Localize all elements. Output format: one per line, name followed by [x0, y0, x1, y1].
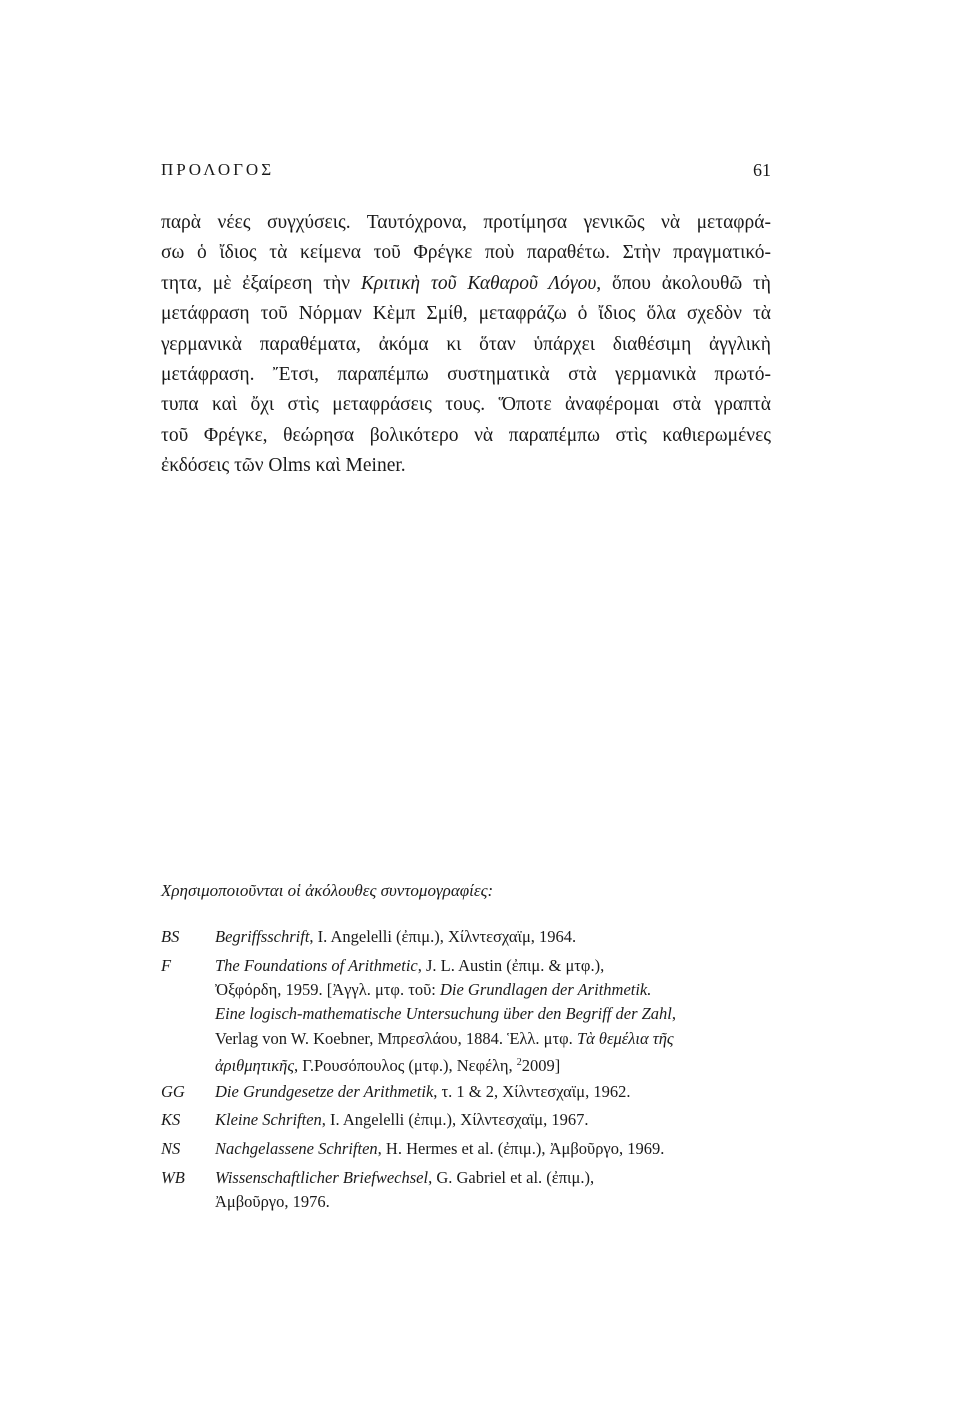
abbreviation-key: KS	[161, 1110, 181, 1130]
italic-text: Begriffsschrift	[215, 927, 310, 946]
text-run: 2009]	[521, 1056, 561, 1076]
abbreviation-reference	[215, 1166, 775, 1215]
reference-line	[215, 925, 775, 949]
italic-text: Wissenschaftlicher Briefwechsel	[215, 1167, 429, 1187]
abbreviation-reference	[215, 1080, 775, 1104]
reference-line	[215, 954, 775, 978]
abbreviation-key: NS	[161, 1138, 181, 1158]
italic-text: Eine logisch-mathematische Untersuchung über den Begriff der Zahl	[215, 1004, 672, 1024]
reference-line	[215, 1137, 775, 1161]
text-run: ,	[671, 1004, 677, 1024]
abbreviations-list	[161, 925, 771, 1219]
abbreviation-key: GG	[161, 1081, 185, 1101]
body-line: μετάφραση. Ἔτσι, παραπέμπω συστηματικὰ στὰ γερμανικὰ πρωτό-	[161, 363, 771, 385]
text-run: , Γ.Ρουσόπουλος (μτφ.), Νεφέλη,	[294, 1056, 517, 1076]
abbreviations-heading: Χρησιμοποιοῦνται οἱ ἀκόλουθες συντομογραφίες:	[161, 881, 494, 900]
reference-line	[215, 1027, 775, 1051]
running-head	[161, 160, 771, 184]
abbreviation-entry	[161, 925, 771, 954]
abbreviation-key: F	[161, 955, 172, 975]
reference-line	[215, 1166, 775, 1190]
body-line: σω ὁ ἴδιος τὰ κείμενα τοῦ Φρέγκε ποὺ παραθέτω. Στὴν πραγματικό-	[161, 242, 771, 264]
text-run: , τ. 1 & 2, Χίλντεσχαϊμ, 1962.	[433, 1081, 631, 1101]
italic-text: Die Grundlagen der Arithmetik.	[439, 979, 652, 999]
abbreviation-entry	[161, 1166, 771, 1219]
italic-text: Kleine Schriften	[215, 1110, 322, 1130]
reference-line	[215, 1002, 775, 1026]
abbreviation-reference	[215, 1108, 775, 1132]
body-line: τοῦ Φρέγκε, θεώρησα βολικότερο νὰ παραπέμπω στὶς καθιερωμένες	[161, 424, 771, 446]
abbreviation-key: BS	[161, 927, 180, 946]
text-run: Ἀμβοῦργο, 1976.	[215, 1191, 330, 1211]
text-run: , J. L. Austin (ἐπιμ. & μτφ.),	[417, 955, 605, 975]
text-run: , H. Hermes et al. (ἐπιμ.), Ἀμβοῦργο, 1969.	[377, 1138, 665, 1158]
italic-text: Κριτικὴ τοῦ Καθαροῦ Λόγου	[360, 272, 597, 294]
text-run: Ὀξφόρδη, 1959. [Ἀγγλ. μτφ. τοῦ:	[215, 979, 440, 999]
abbreviation-entry	[161, 1108, 771, 1137]
abbreviation-reference	[215, 925, 775, 949]
abbreviation-entry	[161, 954, 771, 1080]
body-paragraph	[161, 208, 771, 482]
text-run: , I. Angelelli (ἐπιμ.), Χίλντεσχαϊμ, 1964.	[309, 927, 577, 946]
body-line: τυπα καὶ ὄχι στὶς μεταφράσεις τους. Ὅποτε ἀναφέρομαι στὰ γραπτὰ	[161, 394, 771, 416]
running-head-title: ΠΡΟΛΟΓΟΣ	[161, 160, 275, 179]
italic-text: Nachgelassene Schriften	[215, 1138, 378, 1158]
body-line: μετάφραση τοῦ Νόρμαν Κὲμπ Σμίθ, μεταφράζω ὁ ἴδιος ὅλα σχεδὸν τὰ	[161, 303, 771, 325]
text-run: , ὅπου ἀκολουθῶ τὴ	[596, 272, 771, 294]
abbreviation-reference	[215, 954, 775, 1076]
text-run: τητα, μὲ ἐξαίρεση τὴν	[161, 272, 361, 294]
abbreviation-entry	[161, 1137, 771, 1166]
italic-text: ἀριθμητικῆς	[215, 1056, 295, 1076]
text-run: , G. Gabriel et al. (ἐπιμ.),	[428, 1167, 595, 1187]
text-run: Verlag von W. Koebner, Μπρεσλάου, 1884. Ἑλλ. μτφ.	[215, 1028, 577, 1048]
body-line	[161, 269, 771, 299]
body-line: ἐκδόσεις τῶν Olms καὶ Meiner.	[161, 455, 406, 477]
text-run: , I. Angelelli (ἐπιμ.), Χίλντεσχαϊμ, 1967.	[321, 1110, 589, 1130]
abbreviation-key: WB	[161, 1167, 185, 1187]
italic-text: The Foundations of Arithmetic	[215, 955, 418, 975]
body-line: γερμανικὰ παραθέματα, ἀκόμα κι ὅταν ὑπάρχει διαθέσιμη ἀγγλικὴ	[161, 333, 771, 355]
page-number: 61	[753, 160, 771, 180]
italic-text: Τὰ θεμέλια τῆς	[576, 1028, 674, 1048]
superscript-text: 2	[516, 1057, 522, 1069]
abbreviation-reference	[215, 1137, 775, 1161]
reference-line	[215, 1190, 775, 1214]
reference-line	[215, 1051, 775, 1075]
reference-line	[215, 978, 775, 1002]
reference-line	[215, 1080, 775, 1104]
abbreviation-entry	[161, 1080, 771, 1109]
body-line: παρὰ νέες συγχύσεις. Ταυτόχρονα, προτίμησα γενικῶς νὰ μεταφρά-	[161, 212, 771, 233]
reference-line	[215, 1108, 775, 1132]
italic-text: Die Grundgesetze der Arithmetik	[215, 1081, 434, 1101]
